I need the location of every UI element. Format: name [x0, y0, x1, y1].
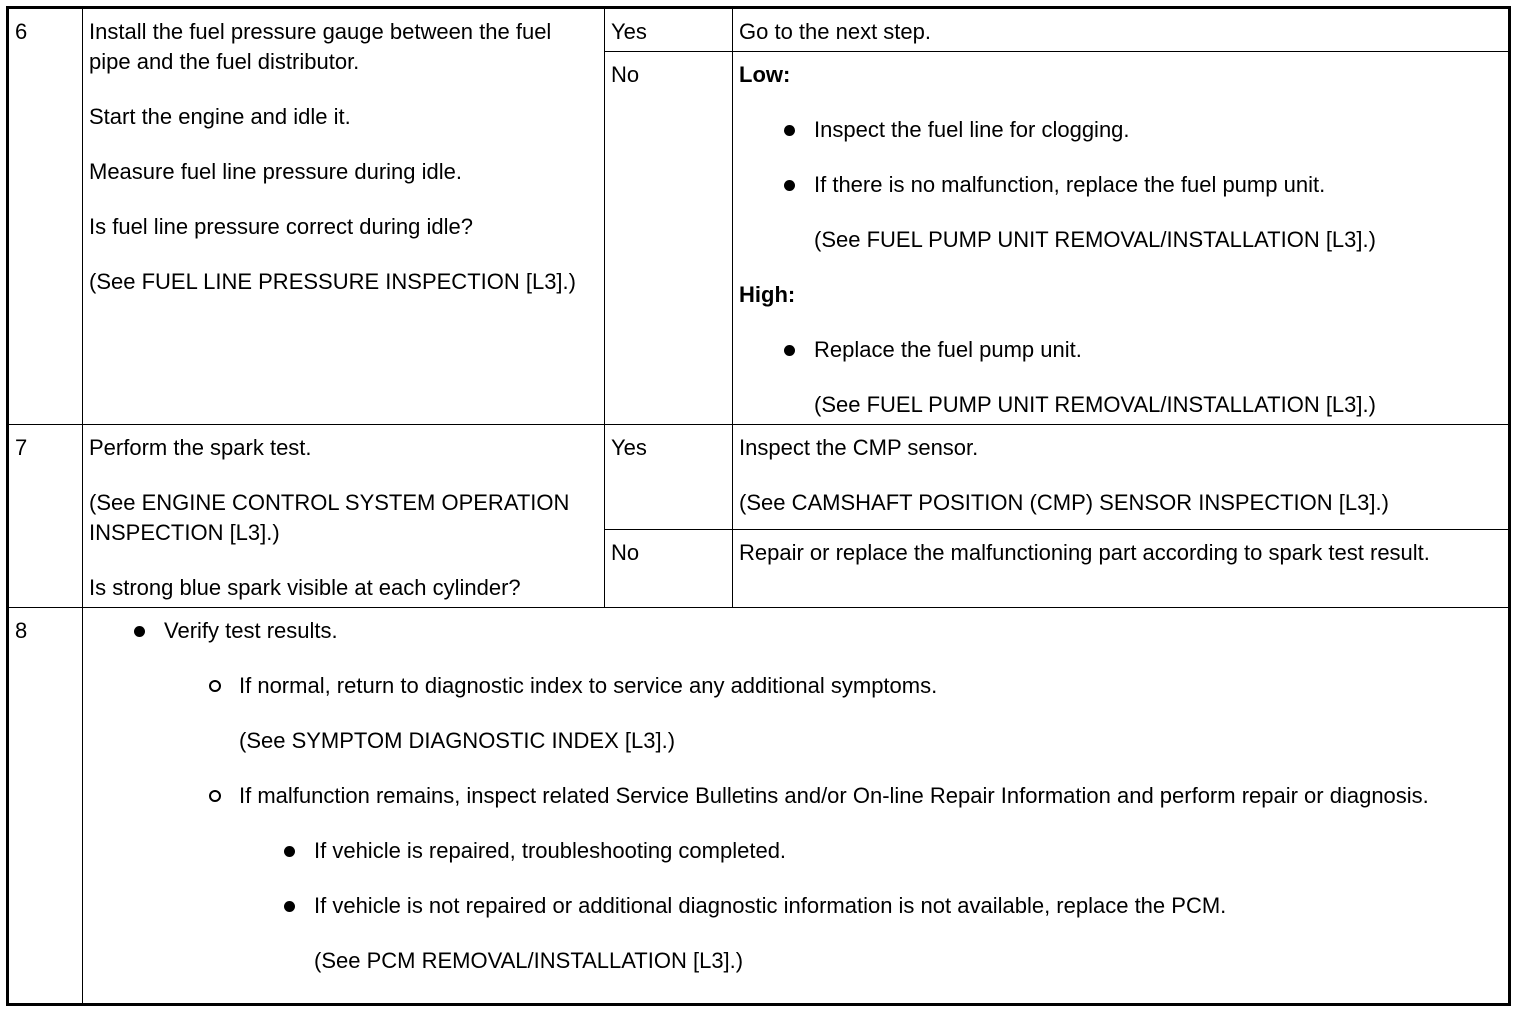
reference-text: (See FUEL PUMP UNIT REMOVAL/INSTALLATION [L3].) — [814, 227, 1376, 252]
bullet-icon — [134, 626, 145, 637]
action-text: Start the engine and idle it. — [89, 104, 351, 129]
action-text: Measure fuel line pressure during idle. — [89, 159, 462, 184]
low-list — [739, 115, 1502, 255]
step-7-yes-row — [8, 425, 1510, 530]
diagnostic-procedure-table — [6, 6, 1511, 1006]
step-6-yes-row — [8, 8, 1510, 52]
reference-text: (See SYMPTOM DIAGNOSTIC INDEX [L3].) — [239, 728, 676, 753]
step-number: 7 — [8, 425, 83, 608]
bullet-icon — [784, 125, 795, 136]
list-item: Verify test results. If normal, return to diagnostic index to service any additional symptoms. (See SYMPTOM DIAGNOSTIC INDEX [L3].) If malfunction remains, inspect related Service Bulletins and/or On-line Repair Information and perform repair or diagnosis. If vehicle is repaired, troubleshooting completed. If vehicle is not repaired or additional diagnostic information is not available, replace the PCM. (See PCM REMOVAL/INSTALLATION [L3].) — [164, 616, 1502, 976]
action-reference: (See FUEL LINE PRESSURE INSPECTION [L3].) — [89, 269, 576, 294]
reference-text: (See PCM REMOVAL/INSTALLATION [L3].) — [314, 948, 744, 973]
reference-text: (See FUEL PUMP UNIT REMOVAL/INSTALLATION [L3].) — [814, 392, 1376, 417]
list-item: If there is no malfunction, replace the fuel pump unit. (See FUEL PUMP UNIT REMOVAL/INSTALLATION [L3].) — [814, 170, 1502, 255]
action-question: Is strong blue spark visible at each cylinder? — [89, 575, 521, 600]
bullet-icon — [784, 345, 795, 356]
action-question: Is fuel line pressure correct during idle? — [89, 214, 473, 239]
no-result: Repair or replace the malfunctioning part according to spark test result. — [733, 529, 1510, 607]
step-number: 6 — [8, 8, 83, 425]
list-item: Inspect the fuel line for clogging. — [814, 115, 1502, 145]
bullet-icon — [284, 846, 295, 857]
hollow-bullet-icon — [209, 790, 221, 802]
high-list — [739, 335, 1502, 420]
reference-text: (See CAMSHAFT POSITION (CMP) SENSOR INSPECTION [L3].) — [739, 490, 1389, 515]
no-label: No — [605, 52, 733, 425]
bullet-icon — [784, 180, 795, 191]
yes-label: Yes — [605, 425, 733, 530]
list-item: If vehicle is not repaired or additional diagnostic information is not available, replace the PCM. (See PCM REMOVAL/INSTALLATION [L3].) — [314, 891, 1502, 976]
step-action — [83, 8, 605, 425]
sub-list — [164, 671, 1502, 976]
action-reference: (See ENGINE CONTROL SYSTEM OPERATION INSPECTION [L3].) — [89, 490, 570, 545]
yes-result: Go to the next step. — [733, 8, 1510, 52]
low-heading: Low: — [739, 62, 791, 87]
verify-list — [89, 616, 1502, 976]
sub-sub-list — [239, 836, 1502, 976]
hollow-bullet-icon — [209, 680, 221, 692]
no-label: No — [605, 529, 733, 607]
action-text: Install the fuel pressure gauge between the fuel pipe and the fuel distributor. — [89, 19, 552, 74]
no-result — [733, 52, 1510, 425]
step-action — [83, 425, 605, 608]
action-text: Perform the spark test. — [89, 435, 312, 460]
yes-label: Yes — [605, 8, 733, 52]
list-item: If normal, return to diagnostic index to service any additional symptoms. (See SYMPTOM DIAGNOSTIC INDEX [L3].) — [239, 671, 1502, 756]
step-number: 8 — [8, 608, 83, 1005]
step-8-row — [8, 608, 1510, 1005]
list-item: If malfunction remains, inspect related Service Bulletins and/or On-line Repair Information and perform repair or diagnosis. If vehicle is repaired, troubleshooting completed. If vehicle is not repaired or additional diagnostic information is not available, replace the PCM. (See PCM REMOVAL/INSTALLATION [L3].) — [239, 781, 1502, 976]
bullet-icon — [284, 901, 295, 912]
list-item: If vehicle is repaired, troubleshooting completed. — [314, 836, 1502, 866]
list-item: Replace the fuel pump unit. (See FUEL PUMP UNIT REMOVAL/INSTALLATION [L3].) — [814, 335, 1502, 420]
step-action — [83, 608, 1510, 1005]
yes-result: Inspect the CMP sensor. (See CAMSHAFT POSITION (CMP) SENSOR INSPECTION [L3].) — [733, 425, 1510, 530]
high-heading: High: — [739, 282, 796, 307]
